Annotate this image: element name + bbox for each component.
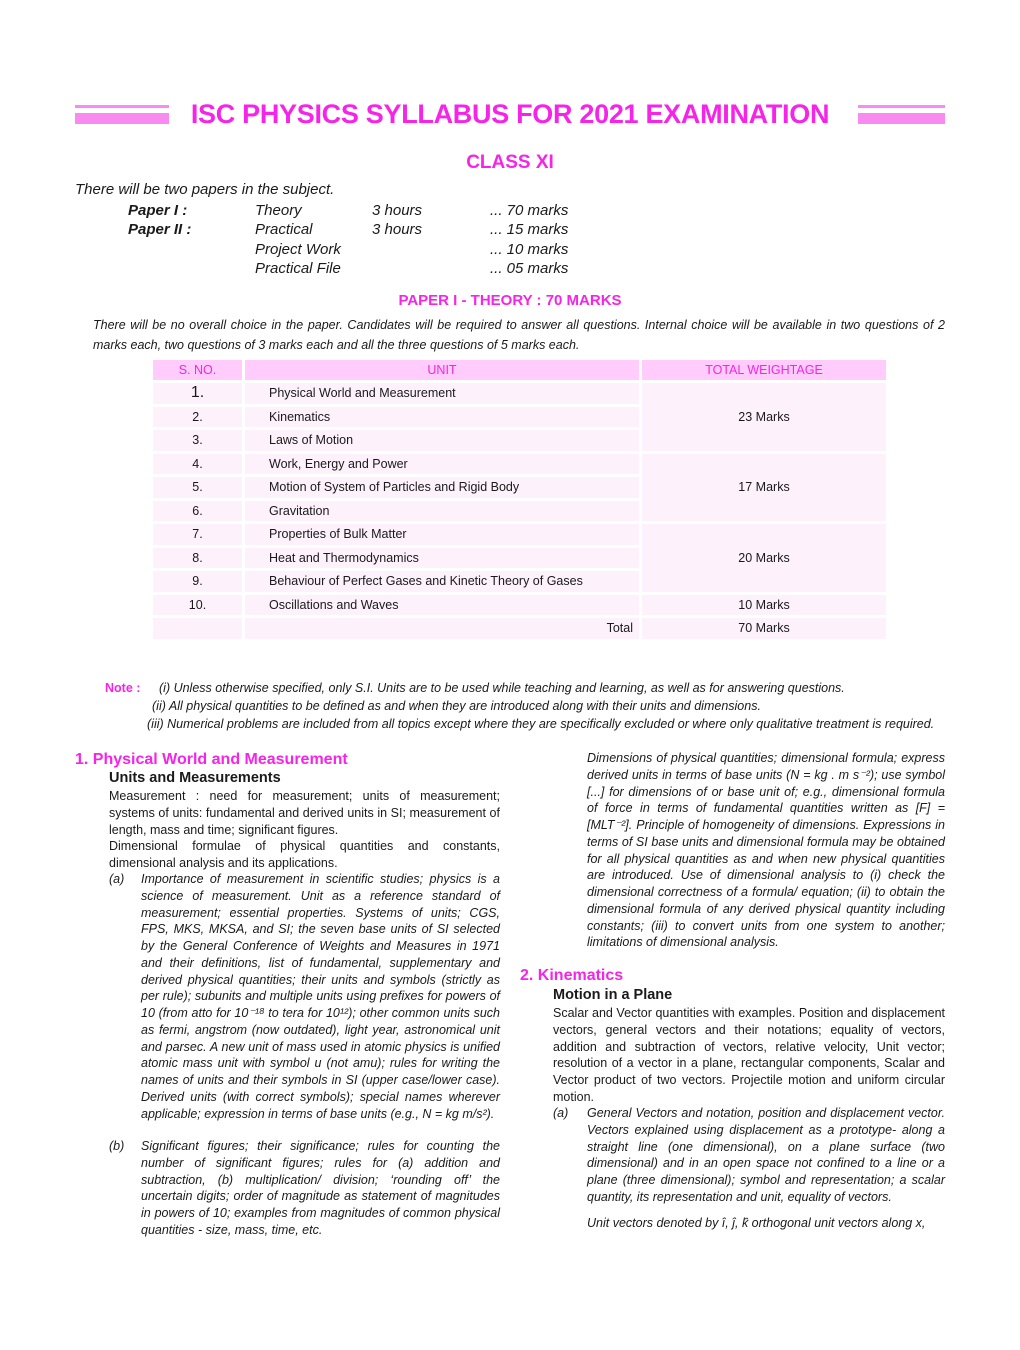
note-item: (ii) All physical quantities to be defined as and when they are introduced along with their units and dimensions. [152, 699, 761, 713]
note-item: (i) Unless otherwise specified, only S.I. Units are to be used while teaching and learning, as well as for answering questions. [159, 681, 845, 695]
item-label: (b) [109, 1139, 125, 1153]
weightage-table [150, 357, 889, 642]
table-row [153, 595, 886, 616]
total-value: 70 Marks [642, 618, 886, 639]
unit: Properties of Bulk Matter [245, 524, 639, 545]
note-label: Note : [105, 681, 141, 695]
unit: Oscillations and Waves [245, 595, 639, 616]
unit: Heat and Thermodynamics [245, 548, 639, 569]
sno: 7. [153, 524, 242, 545]
empty-cell [153, 618, 242, 639]
sno: 3. [153, 430, 242, 451]
item-text-continued: Unit vectors denoted by î, ĵ, k̂ orthogonal unit vectors along x, [587, 1216, 926, 1230]
item-text: General Vectors and notation, position and displacement vector. Vectors explained using displacement as a prototype- along a straight line (one dimensional), on a plane surface (two dimensional) and in an open space not confined to a line or a plane (three dimensional); symbol and representation; a scalar quantity, its representation and unit, equality of vectors. [587, 1106, 945, 1204]
weightage: 10 Marks [642, 595, 886, 616]
section1-subheading: Units and Measurements [109, 770, 281, 786]
sno: 1. [153, 383, 242, 404]
unit: Behaviour of Perfect Gases and Kinetic Theory of Gases [245, 571, 639, 592]
sno: 8. [153, 548, 242, 569]
paper-marks: ... 10 marks [490, 241, 569, 258]
item-text: Importance of measurement in scientific studies; physics is a science of measurement. Unit as a reference standard of measurement; essential properties. Systems of units; CGS, FPS, MKS, MKSA, and SI; the seven base units of SI selected by the General Conference of Weights and Measures in 1971 and their definitions, list of fundamental, supplementary and derived physical quantities; their units and symbols (strictly as per rule); subunits and multiple units using prefixes for powers of 10 (from atto for 10⁻¹⁸ to tera for 10¹²); other common units such as fermi, angstrom (now outdated), light year, astronomical unit and parsec. A new unit of mass used in atomic physics is unified atomic mass unit with symbol u (not amu); rules for writing the names of units and their symbols in SI (upper case/lower case). Derived units (with correct symbols); special names wherever applicable; expression in terms of base units (e.g., N = kg m/s²). [141, 872, 500, 1121]
sno: 10. [153, 595, 242, 616]
page-title: ISC PHYSICS SYLLABUS FOR 2021 EXAMINATION [0, 99, 1020, 130]
note-item-text: (iii) Numerical problems are included from all topics except where they are specifically excluded or where only qualitative treatment is required. [147, 717, 935, 731]
section1-heading: 1. Physical World and Measurement [75, 751, 348, 768]
unit: Work, Energy and Power [245, 454, 639, 475]
item-text: Significant figures; their significance; rules for counting the number of significant figures; rules for (a) addition and subtraction, (b) multiplication/ division; ‘rounding off’ the uncertain digits; order of magnitude as statement of magnitudes in powers of 10; examples from magnitudes of common physical quantities - size, mass, time, etc. [141, 1139, 500, 1237]
paper-marks: ... 05 marks [490, 260, 569, 277]
table-row [153, 524, 886, 545]
paper-duration: 3 hours [372, 202, 423, 219]
paper-name: Paper I : [128, 202, 188, 219]
table-row [153, 383, 886, 404]
intro-text: There will be two papers in the subject. [75, 181, 335, 198]
paper-marks: ... 70 marks [490, 202, 569, 219]
paper1-intro: There will be no overall choice in the paper. Candidates will be required to answer all questions. Internal choice will be available in two questions of 2 marks each, two questions of 3 marks each and all the three questions of 5 marks each. [93, 318, 945, 352]
header-sno: S. NO. [153, 360, 242, 380]
sno: 5. [153, 477, 242, 498]
unit: Kinematics [245, 407, 639, 428]
total-row [153, 618, 886, 639]
unit: Physical World and Measurement [245, 383, 639, 404]
weightage: 17 Marks [642, 454, 886, 522]
item-label: (a) [109, 872, 125, 886]
unit: Motion of System of Particles and Rigid Body [245, 477, 639, 498]
item-label: (a) [553, 1106, 569, 1120]
paper-component: Practical File [255, 260, 341, 277]
sno: 2. [153, 407, 242, 428]
header-weightage: TOTAL WEIGHTAGE [642, 360, 886, 380]
paper-duration: 3 hours [372, 221, 423, 238]
sno: 9. [153, 571, 242, 592]
section2-para1: Scalar and Vector quantities with examples. Position and displacement vectors, general vectors and their notations; equality of vectors, addition and subtraction of vectors, relative velocity, Unit vector; resolution of a vector in a plane, rectangular components, Scalar and Vector product of two vectors. Projectile motion and uniform circular motion. [553, 1006, 945, 1104]
unit: Laws of Motion [245, 430, 639, 451]
paper-component: Project Work [255, 241, 341, 258]
total-label: Total [245, 618, 639, 639]
section1-para1: Measurement : need for measurement; units of measurement; systems of units: fundamental and derived units in SI; measurement of length, mass and time; significant figures. [109, 789, 500, 837]
paper-name: Paper II : [128, 221, 192, 238]
header-unit: UNIT [245, 360, 639, 380]
sno: 6. [153, 501, 242, 522]
paper-component: Theory [255, 202, 302, 219]
paper1-heading: PAPER I - THEORY : 70 MARKS [398, 292, 622, 309]
table-row [153, 454, 886, 475]
weightage: 23 Marks [642, 383, 886, 451]
paper-marks: ... 15 marks [490, 221, 569, 238]
weightage: 20 Marks [642, 524, 886, 592]
class-label: CLASS XI [466, 152, 554, 173]
section1-continued: Dimensions of physical quantities; dimensional formula; express derived units in terms of base units (N = kg . m s⁻²); use symbol [...] for dimensions of or base unit of; e.g., dimensional formula of force in terms of fundamental quantities written as [F] = [MLT⁻²]. Principle of homogeneity of dimensions. Expressions in terms of SI base units and dimensional formula may be obtained for all physical quantities as and when new physical quantities are introduced. Use of dimensional analysis to (i) check the dimensional correctness of a formula/ equation; (ii) to obtain the dimensional formula of any derived physical quantity including constants; (iii) to convert units from one system to another; limitations of dimensional analysis. [587, 751, 945, 950]
sno: 4. [153, 454, 242, 475]
note-item [147, 715, 945, 733]
unit: Gravitation [245, 501, 639, 522]
paper-component: Practical [255, 221, 313, 238]
section2-heading: 2. Kinematics [520, 967, 624, 984]
section2-subheading: Motion in a Plane [553, 987, 673, 1003]
section1-para2: Dimensional formulae of physical quantities and constants, dimensional analysis and its applications. [109, 839, 500, 870]
